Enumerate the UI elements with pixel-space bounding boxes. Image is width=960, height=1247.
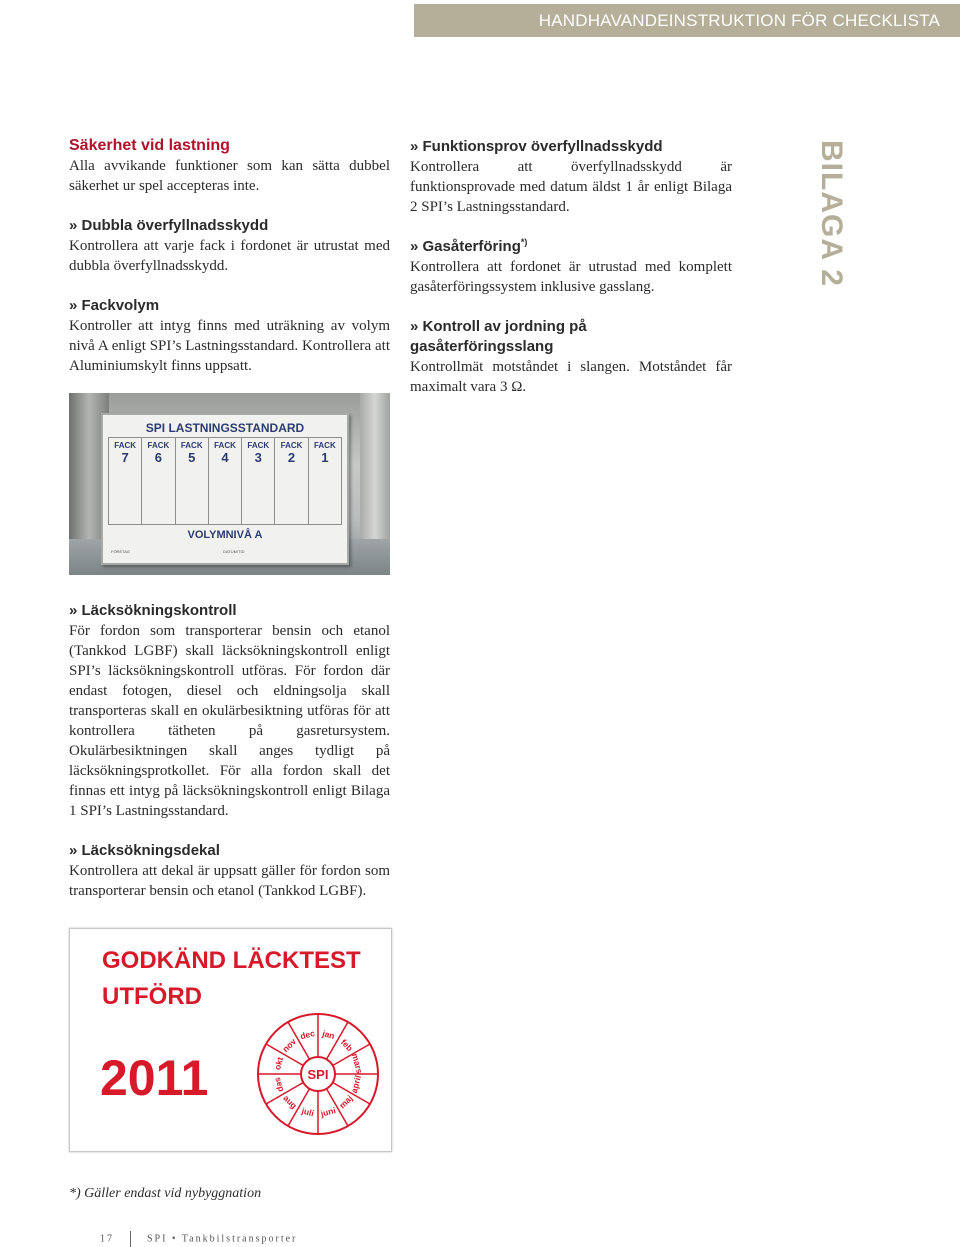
- compartment-cell: FACK 3: [242, 438, 275, 524]
- wheel-month-label: dec: [299, 1027, 316, 1042]
- wheel-month-label: mars: [349, 1052, 365, 1075]
- section-text: För fordon som transporterar bensin och etanol (Tankkod LGBF) skall läcksökningskontroll enligt SPI’s läcksökningskontroll utföras. För fordon där endast fotogen, diesel och eldningsolja skall transporteras skall en okulärbesiktning utföras för att kontrollera tätheten på gasretursystem. Okulärbesiktningen skall anges tydligt på läcksökningsprotkollet. För alla fordon skall det finnas ett intyg på läcksökningskontroll enligt Bilaga 1 SPI’s Lastningsstandard.: [69, 623, 390, 819]
- wheel-month-label: okt: [272, 1056, 286, 1071]
- wheel-month-label: maj: [337, 1093, 355, 1111]
- footer-publisher: SPI • Tankbilstransporter: [147, 1233, 298, 1245]
- wheel-month-label: aug: [281, 1092, 300, 1111]
- compartment-cell: FACK 5: [176, 438, 209, 524]
- section-heading: Säkerhet vid lastning: [69, 137, 230, 154]
- sign-photo: [69, 393, 390, 575]
- wheel-month-label: jan: [321, 1028, 336, 1042]
- section-title: » Gasåterföring*): [410, 237, 528, 255]
- wheel-month-label: sep: [273, 1075, 287, 1093]
- section-text: Kontrollera att överfyllnadsskydd är funktionsprovade med datum äldst 1 år enligt Bilaga 2 SPI’s Lastningsstandard.: [410, 159, 732, 215]
- compartment-cell: FACK 7: [109, 438, 142, 524]
- section-text: Kontrollera att dekal är uppsatt gäller för fordon som transporterar bensin och etanol (Tankkod LGBF).: [69, 863, 390, 899]
- section-title: » Dubbla överfyllnadsskydd: [69, 217, 269, 234]
- section-text: Kontrollera att fordonet är utrustad med komplett gasåterföringssystem inklusive gasslang.: [410, 259, 732, 295]
- compartment-cell: FACK 6: [142, 438, 175, 524]
- section-title: » Läcksökningskontroll: [69, 602, 237, 619]
- section-text: Kontrollera att varje fack i fordonet är utrustat med dubbla överfyllnadsskydd.: [69, 238, 390, 274]
- lower-column: [69, 601, 390, 901]
- decal-subtitle: UTFÖRD: [102, 983, 202, 1010]
- wheel-month-label: juli: [300, 1105, 316, 1119]
- side-label: [815, 140, 848, 315]
- section-text: Kontroller att intyg finns med uträkning av volym nivå A enligt SPI’s Lastningsstandard. Kontrollera att Aluminiumskylt finns uppsatt.: [69, 318, 390, 374]
- wheel-month-label: juni: [319, 1105, 337, 1119]
- header-bar: [414, 4, 960, 37]
- compartment-cell: FACK 4: [209, 438, 242, 524]
- section-title: » Funktionsprov överfyllnadsskydd: [410, 138, 663, 155]
- section-title: » Kontroll av jordning på gasåterföringsslang: [410, 318, 587, 355]
- section-text: Kontrollmät motståndet i slangen. Motståndet får maximalt vara 3 Ω.: [410, 359, 732, 395]
- decal-title: GODKÄND LÄCKTEST: [102, 947, 361, 974]
- sign-small-right: DATUM/TID: [223, 549, 245, 554]
- intro-text: Alla avvikande funktioner som kan sätta dubbel säkerhet ur spel accepteras inte.: [69, 158, 390, 194]
- decal-year: 2011: [100, 1050, 209, 1106]
- compartment-cell: FACK 1: [313, 441, 336, 465]
- wheel-month-label: nov: [280, 1036, 299, 1055]
- leak-test-decal: [69, 928, 392, 1152]
- compartment-cell: FACK 2: [275, 438, 308, 524]
- month-wheel: [256, 1012, 380, 1136]
- footnote-marker: *): [520, 237, 528, 247]
- wheel-month-label: april: [348, 1074, 364, 1095]
- decal-center-label: SPI: [307, 1067, 329, 1082]
- footnote: *) Gäller endast vid nybyggnation: [69, 1186, 262, 1201]
- volume-level-label: VOLYMNIVÅ A: [187, 529, 263, 541]
- wheel-month-label: feb: [338, 1037, 355, 1054]
- compartment-grid: [108, 437, 342, 525]
- sign-small-left: FÖRETAG: [111, 549, 131, 554]
- left-column: [69, 136, 390, 376]
- appendix-label: BILAGA 2: [815, 140, 848, 287]
- aluminium-sign: [101, 413, 349, 565]
- page-number: 17: [100, 1233, 114, 1245]
- section-title: » Läcksökningsdekal: [69, 842, 220, 859]
- page-header-title: HANDHAVANDEINSTRUKTION FÖR CHECKLISTA: [538, 11, 940, 30]
- section-title: » Fackvolym: [69, 297, 160, 314]
- sign-title: SPI LASTNINGSSTANDARD: [145, 421, 305, 435]
- right-column: [410, 137, 732, 397]
